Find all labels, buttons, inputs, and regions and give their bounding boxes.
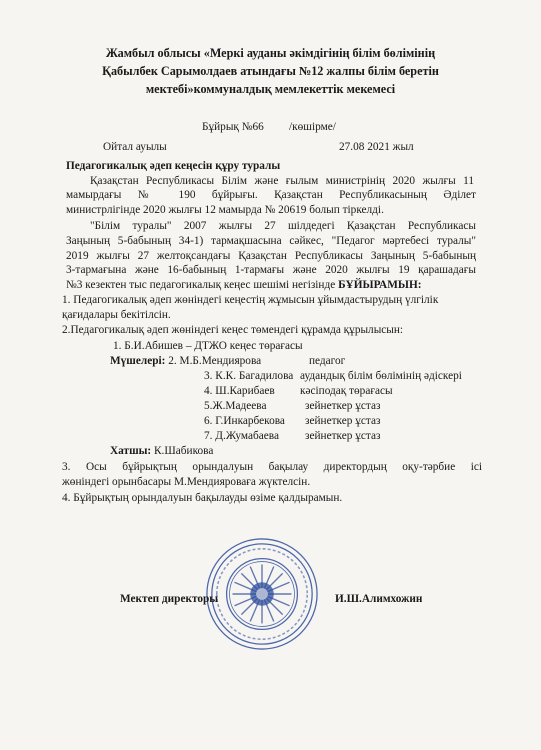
council-chair: 1. Б.И.Абишев – ДТЖО кеңес төрағасы [113, 340, 303, 352]
preamble-last-line [66, 279, 422, 291]
preamble-line: Заңының 5-бабының 34-1) тармақшасына сәйкес, "Педагог мәртебесі туралы" [66, 235, 476, 247]
member-role: зейнеткер ұстаз [305, 400, 381, 412]
copy-mark: /көшірме/ [289, 121, 336, 133]
header-line-1: Жамбыл облысы «Меркі ауданы әкімдігінің білім бөлімінің [105, 46, 436, 60]
preamble-line: №3 кезектен тыс педагогикалық кеңес шешімі негізінде [66, 279, 339, 291]
member-name: 7. Д.Жумабаева [204, 430, 279, 442]
member-name: 2. М.Б.Мендиярова [168, 355, 262, 367]
secretary-row [110, 445, 213, 457]
preamble-line: Қазақстан Республикасы Білім және ғылым министрінің 2020 жылғы 11 [90, 175, 474, 187]
order-number: Бұйрық №66 [202, 121, 264, 133]
document-title: Педагогикалық әдеп кеңесін құру туралы [66, 160, 281, 172]
members-label: Мүшелері: [110, 355, 166, 367]
preamble-line: мамырдағы № 190 бұйрығы. Қазақстан Республикасының Әділет [66, 189, 476, 201]
item-3-line: жөніндегі орынбасары М.Мендияроваға жүктелсін. [62, 476, 311, 488]
member-role: зейнеткер ұстаз [305, 430, 381, 442]
preamble-line: 3-тармағына және 16-бабының 1-тармағы және 2020 жылғы 19 қарашадағы [66, 264, 476, 276]
member-role: педагог [309, 355, 346, 367]
member-role: кәсіподақ төрағасы [300, 385, 393, 397]
member-role: зейнеткер ұстаз [305, 415, 381, 427]
header-line-3: мектебі»коммуналдық мемлекеттік мекемесі [145, 82, 396, 96]
item-1-line: қағидалары бекітілсін. [62, 309, 171, 321]
member-name: 3. К.К. Багадилова [204, 370, 294, 382]
secretary-label: Хатшы: [110, 445, 152, 457]
item-4: 4. Бұйрықтың орындалуын бақылауды өзіме қалдырамын. [62, 492, 343, 504]
member-name: 6. Г.Инкарбекова [204, 415, 285, 427]
preamble-line: "Білім туралы" 2007 жылғы 27 шілдедегі Қазақстан Республикасы [90, 220, 476, 232]
item-3-line: 3. Осы бұйрықтың орындалуын бақылау директордың оқу-тәрбие ісі [62, 461, 482, 473]
order-word: БҰЙЫРАМЫН: [338, 279, 422, 291]
order-date: 27.08 2021 жыл [339, 141, 414, 153]
member-name: 4. Ш.Карибаев [204, 385, 275, 397]
secretary-name: К.Шабикова [154, 445, 214, 457]
member-row [110, 355, 261, 367]
preamble-line: министрлігінде 2020 жылғы 12 мамырда № 20619 болып тіркелді. [66, 204, 384, 216]
item-2: 2.Педагогикалық әдеп жөніндегі кеңес төмендегі құрамда құрылысын: [62, 324, 404, 336]
item-1-line: 1. Педагогикалық әдеп жөніндегі кеңестің жұмысын ұйымдастырудың үлгілік [62, 294, 439, 306]
member-role: аудандық білім бөлімінің әдіскері [300, 370, 462, 382]
signature-name: И.Ш.Алимхожин [335, 593, 423, 605]
signature-position: Мектеп директоры [120, 593, 219, 605]
official-stamp [203, 535, 321, 653]
order-place: Ойтал ауылы [103, 141, 167, 153]
preamble-line: 2019 жылғы 27 желтоқсандағы Қазақстан Республикасы Заңының 5-бабының [66, 250, 476, 262]
header-line-2: Қабылбек Сарымолдаев атындағы №12 жалпы білім беретін [102, 64, 439, 78]
member-name: 5.Ж.Мадеева [204, 400, 267, 412]
